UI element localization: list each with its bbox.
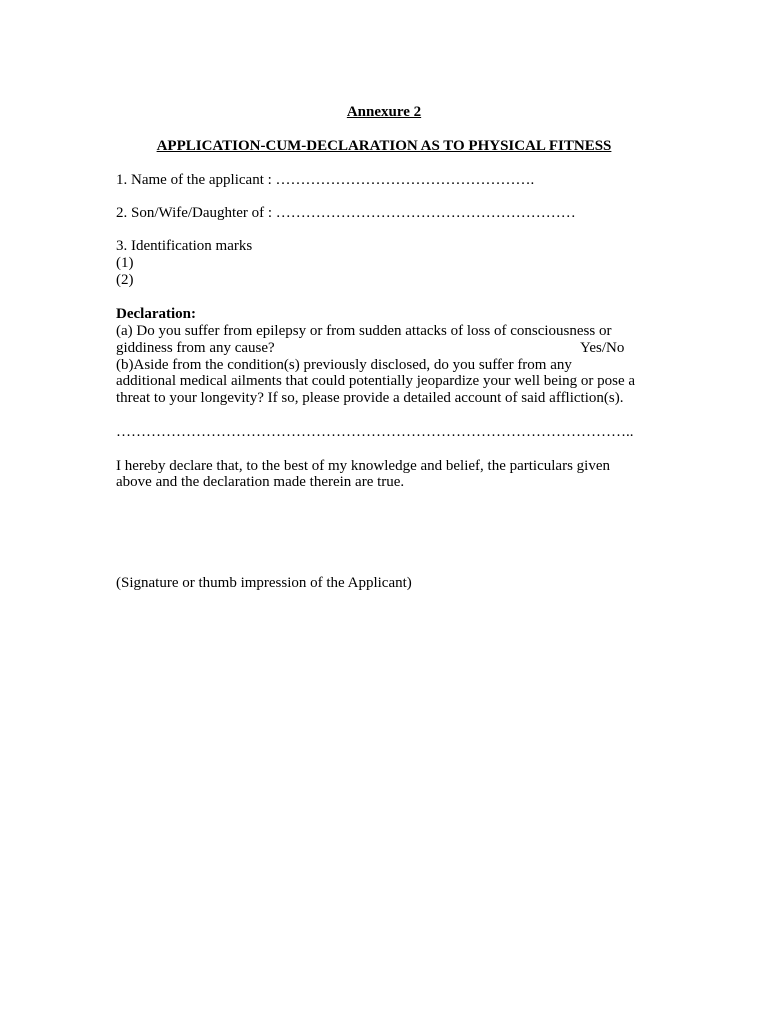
signature-label: (Signature or thumb impression of the Applicant)	[116, 575, 412, 591]
answer-blank-line: …………………………………………………………………………………………..	[116, 424, 634, 440]
declaration-heading: Declaration:	[116, 306, 196, 322]
question-a-line-1: (a) Do you suffer from epilepsy or from sudden attacks of loss of consciousness or	[116, 323, 612, 339]
identification-mark-2: (2)	[116, 272, 134, 288]
question-b-line-2: additional medical ailments that could potentially jeopardize your well being or pose a	[116, 373, 636, 389]
identification-mark-1: (1)	[116, 255, 134, 271]
question-a-line-2: giddiness from any cause?	[116, 340, 275, 356]
form-title: APPLICATION-CUM-DECLARATION AS TO PHYSICAL FITNESS	[156, 138, 612, 154]
identification-marks-label: 3. Identification marks	[116, 238, 253, 254]
relation-field: 2. Son/Wife/Daughter of : ……………………………………………………	[116, 205, 576, 221]
yes-no-options: Yes/No	[580, 340, 625, 356]
question-b-line-1: (b)Aside from the condition(s) previously disclosed, do you suffer from any	[116, 357, 572, 373]
question-b-line-3: threat to your longevity? If so, please provide a detailed account of said affliction(s).	[116, 390, 624, 406]
annexure-title: Annexure 2	[346, 104, 422, 120]
applicant-name-field: 1. Name of the applicant : …………………………………………….	[116, 172, 535, 188]
affirmation-line-2: above and the declaration made therein are true.	[116, 474, 405, 490]
affirmation-line-1: I hereby declare that, to the best of my knowledge and belief, the particulars given	[116, 458, 610, 474]
